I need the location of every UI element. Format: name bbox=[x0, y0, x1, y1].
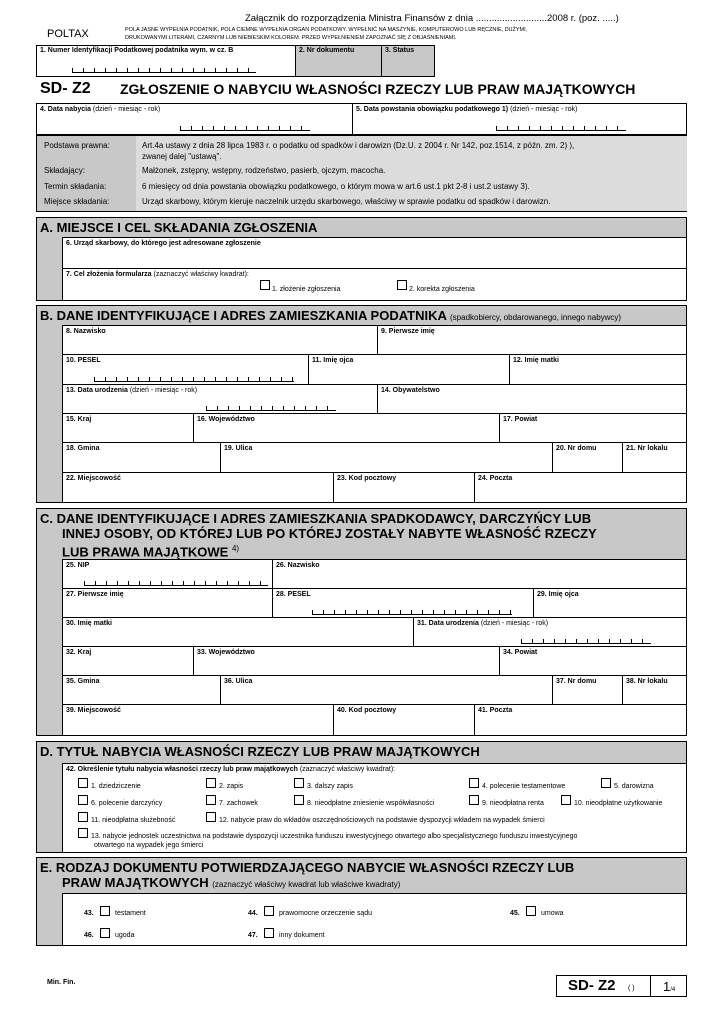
tick-mark bbox=[215, 68, 216, 72]
tick-mark bbox=[215, 377, 216, 381]
label-donation: 5. darowizna bbox=[614, 783, 654, 790]
tick-mark bbox=[521, 639, 522, 643]
checkbox-bequest[interactable] bbox=[206, 778, 216, 788]
legal-basis-text-2: zwanej dalej "ustawą". bbox=[142, 152, 222, 161]
date-obligation-ticks bbox=[496, 125, 626, 131]
checkbox-testamentary-order[interactable] bbox=[469, 778, 479, 788]
instructions-line-1: POLA JASNE WYPEŁNIA PODATNIK, POLA CIEMNE WYPEŁNIA ORGAN PODATKOWY. WYPEŁNIĆ NA MASZYNIE, KOMPUTEROWO LUB RĘCZNIE, DUŻYMI, bbox=[125, 27, 528, 33]
field-37-label: 37. Nr domu bbox=[556, 678, 597, 685]
label-servitude: 11. nieodpłatna służebność bbox=[91, 817, 176, 824]
num-47: 47. bbox=[248, 932, 258, 939]
field-17-label: 17. Powiat bbox=[503, 416, 538, 423]
tick-mark bbox=[94, 377, 95, 381]
checkbox-co-ownership[interactable] bbox=[294, 795, 304, 805]
tick-mark bbox=[367, 610, 368, 614]
label-fund-units: 13. nabycie jednostek uczestnictwa na podstawie dyspozycji uczestnika funduszu inwestycyjnego otwartego albo specjalistycznego funduszu inwestycyjnego bbox=[91, 833, 578, 840]
tick-mark bbox=[642, 639, 643, 643]
tick-mark bbox=[540, 126, 541, 130]
tick-mark bbox=[237, 68, 238, 72]
tick-mark bbox=[617, 126, 618, 130]
field-5-label: 5. Data powstania obowiązku podatkowego 1) (dzień - miesiąc - rok) bbox=[356, 106, 578, 113]
poltax-label: POLTAX bbox=[47, 28, 89, 40]
tick-mark bbox=[576, 639, 577, 643]
checkbox-donor-order[interactable] bbox=[78, 795, 88, 805]
field-42-label: 42. Określenie tytułu nabycia własności rzeczy lub praw majątkowych (zaznaczyć właściwy kwadrat): bbox=[66, 766, 396, 773]
tick-mark bbox=[127, 377, 128, 381]
tick-mark bbox=[182, 377, 183, 381]
label-further-bequest: 3. dalszy zapis bbox=[307, 783, 353, 790]
tick-mark bbox=[455, 610, 456, 614]
tick-mark bbox=[499, 610, 500, 614]
tick-mark bbox=[224, 126, 225, 130]
tick-mark bbox=[595, 126, 596, 130]
checkbox-fund-units[interactable] bbox=[78, 828, 88, 838]
field-15-label: 15. Kraj bbox=[66, 416, 92, 423]
tick-mark bbox=[217, 406, 218, 410]
pesel-ticks bbox=[94, 376, 294, 382]
tick-mark bbox=[378, 610, 379, 614]
tick-mark bbox=[316, 406, 317, 410]
tick-mark bbox=[249, 581, 250, 585]
birthdate-c-ticks bbox=[521, 638, 651, 644]
field-29-label: 29. Imię ojca bbox=[537, 591, 579, 598]
tick-mark bbox=[149, 68, 150, 72]
tick-mark bbox=[248, 68, 249, 72]
tick-mark bbox=[191, 126, 192, 130]
tick-mark bbox=[206, 406, 207, 410]
tick-mark bbox=[138, 68, 139, 72]
tick-mark bbox=[554, 639, 555, 643]
field-18-label: 18. Gmina bbox=[66, 445, 100, 452]
tick-mark bbox=[138, 377, 139, 381]
tick-mark bbox=[312, 610, 313, 614]
label-donor-order: 6. polecenie darczyńcy bbox=[91, 800, 163, 807]
tick-mark bbox=[226, 377, 227, 381]
field-24-label: 24. Poczta bbox=[478, 475, 513, 482]
checkbox-submission[interactable] bbox=[260, 280, 270, 290]
checkbox-annuity[interactable] bbox=[469, 795, 479, 805]
tick-mark bbox=[106, 581, 107, 585]
deadline-label: Termin składania: bbox=[44, 182, 107, 191]
tick-mark bbox=[551, 126, 552, 130]
tick-mark bbox=[562, 126, 563, 130]
checkbox-legitime[interactable] bbox=[206, 795, 216, 805]
tick-mark bbox=[238, 581, 239, 585]
field-14-label: 14. Obywatelstwo bbox=[381, 387, 440, 394]
label-settlement: ugoda bbox=[115, 932, 135, 939]
birthdate-b-ticks bbox=[206, 405, 336, 411]
legal-basis-label: Podstawa prawna: bbox=[44, 141, 110, 150]
section-b-title: B. DANE IDENTYFIKUJĄCE I ADRES ZAMIESZKANIA PODATNIKA (spadkobiercy, obdarowanego, innego nabywcy) bbox=[40, 308, 622, 323]
tick-mark bbox=[433, 610, 434, 614]
tick-mark bbox=[323, 610, 324, 614]
field-21-label: 21. Nr lokalu bbox=[626, 445, 668, 452]
label-other-document: inny dokument bbox=[279, 932, 325, 939]
submitter-text: Małżonek, zstępny, wstępny, rodzeństwo, pasierb, ojczym, macocha. bbox=[142, 166, 386, 175]
section-d-title: D. TYTUŁ NABYCIA WŁASNOŚCI RZECZY LUB PRAW MAJĄTKOWYCH bbox=[40, 744, 480, 759]
tick-mark bbox=[205, 581, 206, 585]
tick-mark bbox=[171, 68, 172, 72]
tick-mark bbox=[204, 377, 205, 381]
nip-ticks bbox=[72, 67, 256, 73]
num-45: 45. bbox=[510, 910, 520, 917]
checkbox-correction[interactable] bbox=[397, 280, 407, 290]
field-34-label: 34. Powiat bbox=[503, 649, 538, 656]
tick-mark bbox=[584, 126, 585, 130]
field-2-label: 2. Nr dokumentu bbox=[299, 47, 355, 54]
section-e-title-1: E. RODZAJ DOKUMENTU POTWIERDZAJĄCEGO NABYCIE WŁASNOŚCI RZECZY LUB bbox=[40, 860, 575, 875]
tick-mark bbox=[248, 377, 249, 381]
tick-mark bbox=[226, 68, 227, 72]
deadline-text: 6 miesięcy od dnia powstania obowiązku podatkowego, o którym mowa w art.6 ust.1 pkt 2-8 i ust.2 ustawy 3). bbox=[142, 182, 530, 191]
page-number: 1/4 bbox=[663, 979, 676, 994]
tick-mark bbox=[160, 68, 161, 72]
checkbox-donation[interactable] bbox=[601, 778, 611, 788]
field-1-label: 1. Numer Identyfikacji Podatkowej podatnika wym. w cz. B bbox=[40, 47, 234, 54]
tick-mark bbox=[466, 610, 467, 614]
checkbox-servitude[interactable] bbox=[78, 812, 88, 822]
tick-mark bbox=[488, 610, 489, 614]
field-7-label: 7. Cel złożenia formularza (zaznaczyć właściwy kwadrat): bbox=[66, 271, 249, 278]
tick-mark bbox=[193, 68, 194, 72]
label-inheritance: 1. dziedziczenie bbox=[91, 783, 141, 790]
tick-mark bbox=[272, 406, 273, 410]
tick-mark bbox=[161, 581, 162, 585]
form-title: ZGŁOSZENIE O NABYCIU WŁASNOŚCI RZECZY LUB PRAW MAJĄTKOWYCH bbox=[120, 81, 636, 97]
checkbox-court-ruling[interactable] bbox=[264, 906, 274, 916]
tick-mark bbox=[237, 377, 238, 381]
attachment-note: Załącznik do rozporządzenia Ministra Finansów z dnia ...........................2008 r. (poz. .....) bbox=[245, 13, 619, 24]
field-11-label: 11. Imię ojca bbox=[312, 357, 354, 364]
tick-mark bbox=[117, 581, 118, 585]
field-10-label: 10. PESEL bbox=[66, 357, 101, 364]
tick-mark bbox=[532, 639, 533, 643]
footer-version: ( ) bbox=[628, 985, 635, 992]
label-usufruct: 10. nieodpłatne użytkowanie bbox=[574, 800, 663, 807]
tick-mark bbox=[260, 581, 261, 585]
tick-mark bbox=[128, 581, 129, 585]
field-4-label: 4. Data nabycia (dzień - miesiąc - rok) bbox=[40, 106, 161, 113]
checkbox-further-bequest[interactable] bbox=[294, 778, 304, 788]
label-fund-units-2: otwartego na wypadek jego śmierci bbox=[94, 842, 204, 849]
tick-mark bbox=[283, 406, 284, 410]
tick-mark bbox=[356, 610, 357, 614]
tick-mark bbox=[290, 126, 291, 130]
tick-mark bbox=[345, 610, 346, 614]
submitter-label: Składający: bbox=[44, 166, 85, 175]
field-32-label: 32. Kraj bbox=[66, 649, 92, 656]
section-e-title-2: PRAW MAJĄTKOWYCH (zaznaczyć właściwy kwadrat lub właściwe kwadraty) bbox=[62, 875, 401, 890]
tick-mark bbox=[150, 581, 151, 585]
pesel-c-ticks bbox=[312, 609, 512, 615]
field-35-label: 35. Gmina bbox=[66, 678, 100, 685]
num-43: 43. bbox=[84, 910, 94, 917]
tick-mark bbox=[327, 406, 328, 410]
section-c-title-1: C. DANE IDENTYFIKUJĄCE I ADRES ZAMIESZKANIA SPADKODAWCY, DARCZYŃCY LUB bbox=[40, 511, 592, 526]
label-legitime: 7. zachowek bbox=[219, 800, 258, 807]
tick-mark bbox=[496, 126, 497, 130]
tick-mark bbox=[389, 610, 390, 614]
tick-mark bbox=[83, 68, 84, 72]
label-savings-deposit: 12. nabycie praw do wkładów oszczędnościowych na podstawie dyspozycji wkładem na wypadek śmierci bbox=[219, 817, 545, 824]
field-9-label: 9. Pierwsze imię bbox=[381, 328, 435, 335]
tick-mark bbox=[598, 639, 599, 643]
field-23-label: 23. Kod pocztowy bbox=[337, 475, 397, 482]
ministry-label: Min. Fin. bbox=[47, 979, 76, 986]
tick-mark bbox=[334, 610, 335, 614]
tick-mark bbox=[172, 581, 173, 585]
legal-basis-text: Art.4a ustawy z dnia 28 lipca 1983 r. o podatku od spadków i darowizn (Dz.U. z 2004 r. Nr 142, poz.1514, z późn. zm. 2) ), bbox=[142, 141, 575, 150]
tick-mark bbox=[84, 581, 85, 585]
tick-mark bbox=[171, 377, 172, 381]
label-testamentary-order: 4. polecenie testamentowe bbox=[482, 783, 566, 790]
field-41-label: 41. Poczta bbox=[478, 707, 513, 714]
tick-mark bbox=[183, 581, 184, 585]
date-acquisition-ticks bbox=[180, 125, 310, 131]
label-co-ownership: 8. nieodpłatne zniesienie współwłasności bbox=[307, 800, 435, 807]
field-28-label: 28. PESEL bbox=[276, 591, 311, 598]
label-submission: 1. złożenie zgłoszenia bbox=[272, 286, 341, 293]
tick-mark bbox=[301, 126, 302, 130]
label-court-ruling: prawomocne orzeczenie sądu bbox=[279, 910, 372, 917]
footer-code: SD- Z2 bbox=[568, 977, 616, 994]
tick-mark bbox=[216, 581, 217, 585]
section-c-title-2: INNEJ OSOBY, OD KTÓREJ LUB PO KTÓREJ ZOSTAŁY NABYTE WŁASNOŚĆ RZECZY bbox=[62, 526, 597, 541]
tick-mark bbox=[182, 68, 183, 72]
tick-mark bbox=[116, 377, 117, 381]
tick-mark bbox=[631, 639, 632, 643]
field-38-label: 38. Nr lokalu bbox=[626, 678, 668, 685]
tick-mark bbox=[213, 126, 214, 130]
tick-mark bbox=[529, 126, 530, 130]
instructions-line-2: DRUKOWANYMI LITERAMI, CZARNYM LUB NIEBIESKIM KOLOREM. PRZED WYPEŁNIENIEM ZAPOZNAĆ SIĘ Z OBJAŚNIENIAMI. bbox=[125, 35, 457, 41]
label-annuity: 9. nieodpłatna renta bbox=[482, 800, 544, 807]
tick-mark bbox=[281, 377, 282, 381]
checkbox-inheritance[interactable] bbox=[78, 778, 88, 788]
tick-mark bbox=[259, 377, 260, 381]
tick-mark bbox=[228, 406, 229, 410]
tick-mark bbox=[507, 126, 508, 130]
tick-mark bbox=[250, 406, 251, 410]
field-39-label: 39. Miejscowość bbox=[66, 707, 121, 714]
tick-mark bbox=[573, 126, 574, 130]
label-agreement: umowa bbox=[541, 910, 564, 917]
tick-mark bbox=[194, 581, 195, 585]
tick-mark bbox=[95, 581, 96, 585]
tick-mark bbox=[239, 406, 240, 410]
tick-mark bbox=[292, 377, 293, 381]
field-20-label: 20. Nr domu bbox=[556, 445, 597, 452]
field-26-label: 26. Nazwisko bbox=[276, 562, 320, 569]
checkbox-other-document[interactable] bbox=[264, 928, 274, 938]
tick-mark bbox=[606, 126, 607, 130]
tick-mark bbox=[202, 126, 203, 130]
tick-mark bbox=[261, 406, 262, 410]
checkbox-usufruct[interactable] bbox=[561, 795, 571, 805]
field-36-label: 36. Ulica bbox=[224, 678, 253, 685]
tick-mark bbox=[257, 126, 258, 130]
section-e-fields bbox=[62, 893, 687, 946]
tick-mark bbox=[193, 377, 194, 381]
tick-mark bbox=[510, 610, 511, 614]
tick-mark bbox=[116, 68, 117, 72]
field-3-label: 3. Status bbox=[385, 47, 415, 54]
tick-mark bbox=[94, 68, 95, 72]
checkbox-savings-deposit[interactable] bbox=[206, 812, 216, 822]
tick-mark bbox=[279, 126, 280, 130]
label-correction: 2. korekta zgłoszenia bbox=[409, 286, 475, 293]
form-code: SD- Z2 bbox=[40, 80, 91, 97]
field-16-label: 16. Województwo bbox=[197, 416, 255, 423]
tick-mark bbox=[246, 126, 247, 130]
num-44: 44. bbox=[248, 910, 258, 917]
checkbox-agreement[interactable] bbox=[526, 906, 536, 916]
label-bequest: 2. zapis bbox=[219, 783, 244, 790]
field-13-label: 13. Data urodzenia (dzień - miesiąc - rok) bbox=[66, 387, 198, 394]
tick-mark bbox=[268, 126, 269, 130]
tick-mark bbox=[565, 639, 566, 643]
field-31-label: 31. Data urodzenia (dzień - miesiąc - rok) bbox=[417, 620, 549, 627]
tick-mark bbox=[294, 406, 295, 410]
tick-mark bbox=[105, 377, 106, 381]
tick-mark bbox=[477, 610, 478, 614]
num-46: 46. bbox=[84, 932, 94, 939]
tick-mark bbox=[139, 581, 140, 585]
tick-mark bbox=[270, 377, 271, 381]
tick-mark bbox=[105, 68, 106, 72]
tick-mark bbox=[160, 377, 161, 381]
field-19-label: 19. Ulica bbox=[224, 445, 253, 452]
tick-mark bbox=[587, 639, 588, 643]
nip-c-ticks bbox=[84, 580, 268, 586]
place-label: Miejsce składania: bbox=[44, 197, 110, 206]
tick-mark bbox=[305, 406, 306, 410]
field-6-label: 6. Urząd skarbowy, do którego jest adresowane zgłoszenie bbox=[66, 240, 261, 247]
field-33-label: 33. Województwo bbox=[197, 649, 255, 656]
field-8-label: 8. Nazwisko bbox=[66, 328, 106, 335]
field-40-label: 40. Kod pocztowy bbox=[337, 707, 397, 714]
checkbox-settlement[interactable] bbox=[100, 928, 110, 938]
tick-mark bbox=[400, 610, 401, 614]
tick-mark bbox=[204, 68, 205, 72]
field-30-label: 30. Imię matki bbox=[66, 620, 112, 627]
tick-mark bbox=[149, 377, 150, 381]
tick-mark bbox=[543, 639, 544, 643]
tick-mark bbox=[422, 610, 423, 614]
tick-mark bbox=[180, 126, 181, 130]
tick-mark bbox=[72, 68, 73, 72]
tick-mark bbox=[518, 126, 519, 130]
checkbox-testament[interactable] bbox=[100, 906, 110, 916]
tick-mark bbox=[620, 639, 621, 643]
field-12-label: 12. Imię matki bbox=[513, 357, 559, 364]
tick-mark bbox=[411, 610, 412, 614]
tick-mark bbox=[227, 581, 228, 585]
field-22-label: 22. Miejscowość bbox=[66, 475, 121, 482]
tick-mark bbox=[444, 610, 445, 614]
label-testament: testament bbox=[115, 910, 146, 917]
tick-mark bbox=[609, 639, 610, 643]
field-25-label: 25. NIP bbox=[66, 562, 90, 569]
section-a-title: A. MIEJSCE I CEL SKŁADANIA ZGŁOSZENIA bbox=[40, 220, 318, 235]
tick-mark bbox=[127, 68, 128, 72]
field-27-label: 27. Pierwsze imię bbox=[66, 591, 124, 598]
place-text: Urząd skarbowy, którym kieruje naczelnik urzędu skarbowego, właściwy w sprawie podatku od spadków i darowizn. bbox=[142, 197, 551, 206]
tick-mark bbox=[235, 126, 236, 130]
section-c-title-3: LUB PRAWA MAJĄTKOWE $^{4)}$ bbox=[62, 544, 240, 560]
